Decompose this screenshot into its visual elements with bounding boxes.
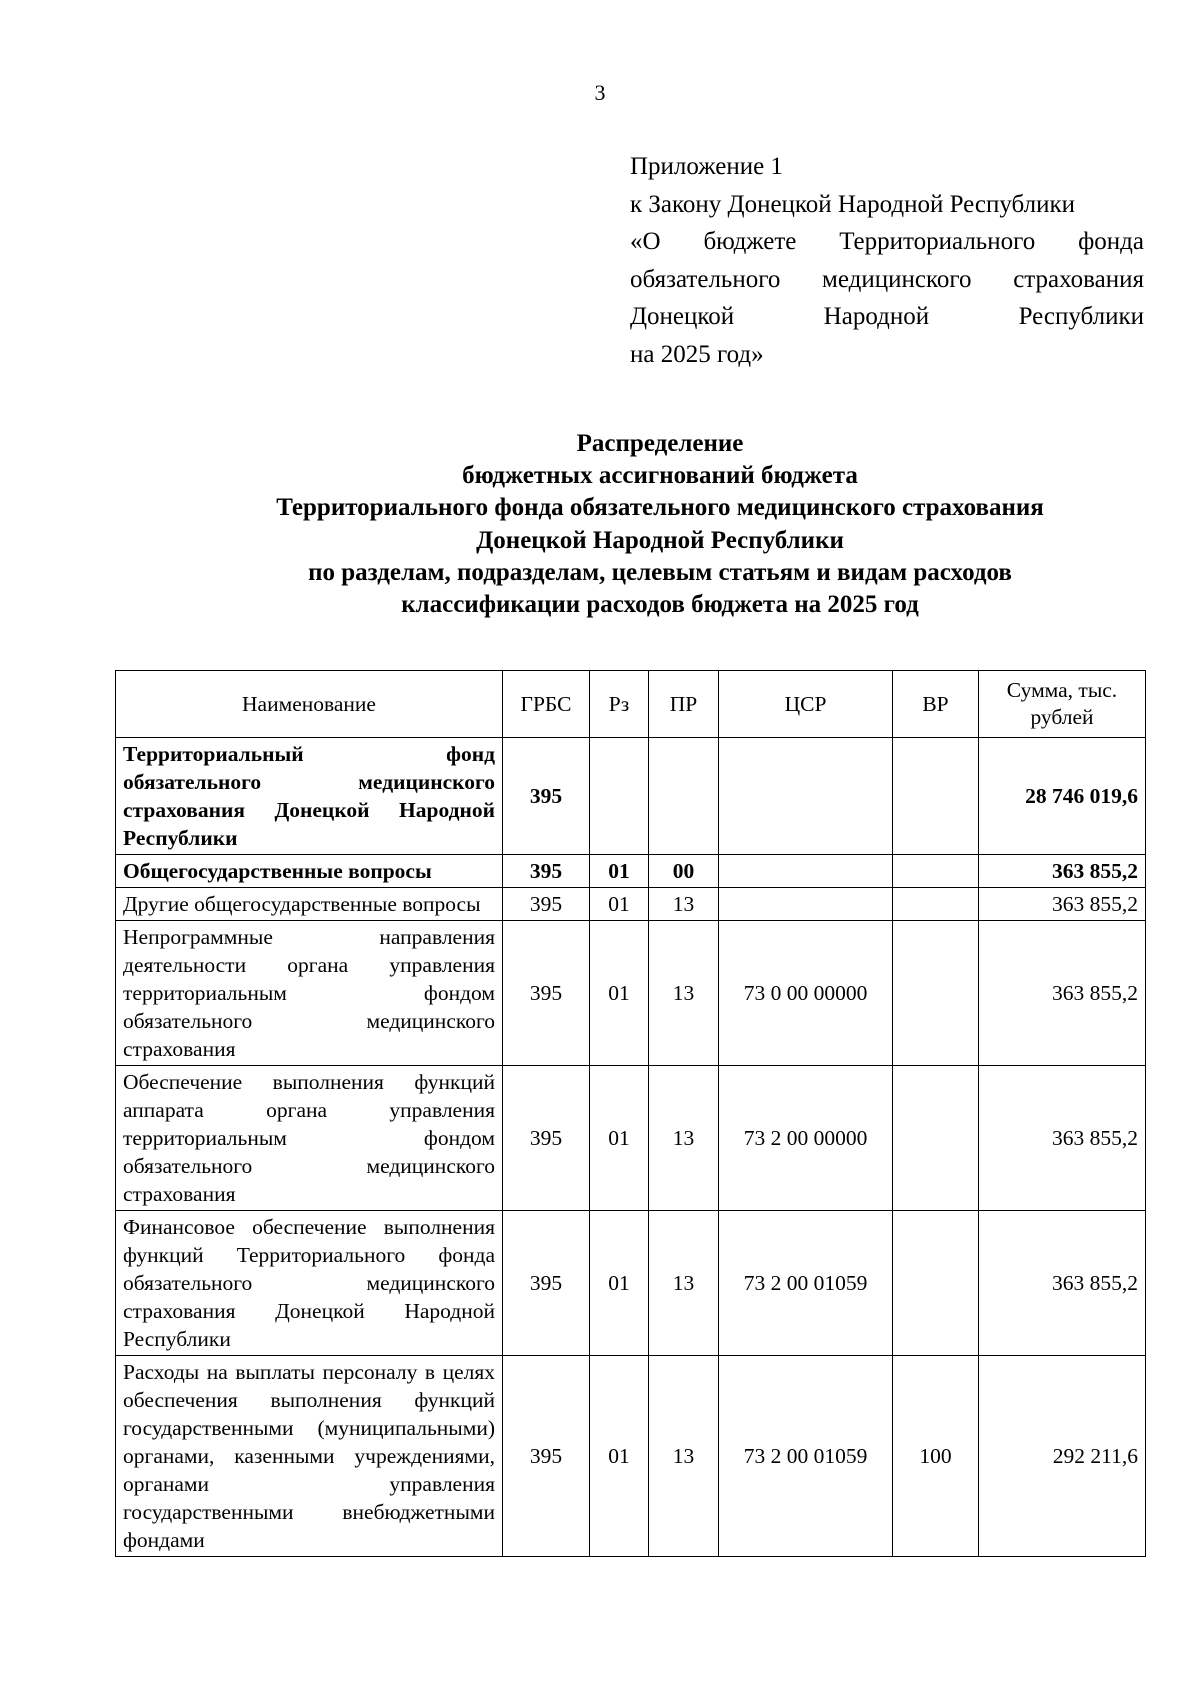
title-line: Территориального фонда обязательного медицинского страхования [276, 494, 1044, 522]
title-line: по разделам, подразделам, целевым статьям и видам расходов [308, 558, 1012, 586]
budget-table [115, 670, 1146, 1557]
cell-grbs: 395 [503, 855, 590, 888]
cell-vr [893, 738, 979, 855]
cell-rz: 01 [590, 888, 649, 921]
cell-grbs: 395 [503, 888, 590, 921]
cell-rz: 01 [590, 1066, 649, 1211]
appendix-line: Донецкой Народной Республики [630, 303, 1144, 330]
cell-vr [893, 1211, 979, 1356]
table-row [116, 855, 1146, 888]
cell-pr: 13 [649, 1211, 719, 1356]
header-rz: Рз [590, 671, 649, 738]
cell-sum: 363 855,2 [979, 888, 1146, 921]
table-row [116, 1066, 1146, 1211]
appendix-line: к Закону Донецкой Народной Республики [630, 190, 1076, 218]
appendix-line: на 2025 год» [630, 340, 764, 368]
cell-name: Общегосударственные вопросы [116, 855, 503, 888]
cell-rz: 01 [590, 855, 649, 888]
table-row [116, 888, 1146, 921]
cell-sum: 28 746 019,6 [979, 738, 1146, 855]
cell-pr: 00 [649, 855, 719, 888]
cell-rz: 01 [590, 921, 649, 1066]
cell-pr: 13 [649, 888, 719, 921]
cell-sum: 292 211,6 [979, 1356, 1146, 1557]
cell-vr [893, 921, 979, 1066]
cell-name: Непрограммные направления деятельности органа управления территориальным фондом обязательного медицинского страхования [116, 921, 503, 1066]
title-line: Донецкой Народной Республики [476, 526, 844, 554]
cell-sum: 363 855,2 [979, 921, 1146, 1066]
table-row [116, 921, 1146, 1066]
header-sum: Сумма, тыс. рублей [979, 671, 1146, 738]
document-title [0, 428, 1200, 621]
header-csr: ЦСР [719, 671, 893, 738]
header-pr: ПР [649, 671, 719, 738]
cell-vr [893, 888, 979, 921]
cell-name: Территориальный фонд обязательного медицинского страхования Донецкой Народной Республики [116, 738, 503, 855]
cell-rz: 01 [590, 1211, 649, 1356]
cell-name: Расходы на выплаты персоналу в целях обеспечения выполнения функций государственными (муниципальными) органами, казенными учреждениями, органами управления государственными внебюджетными фондами [116, 1356, 503, 1557]
cell-csr: 73 2 00 01059 [719, 1356, 893, 1557]
cell-grbs: 395 [503, 1356, 590, 1557]
title-line: классификации расходов бюджета на 2025 год [401, 591, 919, 619]
cell-vr [893, 855, 979, 888]
title-line: Распределение [576, 430, 744, 457]
cell-csr [719, 855, 893, 888]
cell-grbs: 395 [503, 1066, 590, 1211]
cell-rz [590, 738, 649, 855]
table-row [116, 1356, 1146, 1557]
title-line: бюджетных ассигнований бюджета [462, 462, 858, 490]
table-row [116, 738, 1146, 855]
page-number: 3 [594, 80, 606, 105]
cell-csr [719, 888, 893, 921]
cell-name: Финансовое обеспечение выполнения функций Территориального фонда обязательного медицинского страхования Донецкой Народной Республики [116, 1211, 503, 1356]
cell-sum: 363 855,2 [979, 1066, 1146, 1211]
cell-grbs: 395 [503, 1211, 590, 1356]
cell-name: Другие общегосударственные вопросы [116, 888, 503, 921]
cell-vr: 100 [893, 1356, 979, 1557]
appendix-line: Приложение 1 [630, 153, 783, 180]
cell-vr [893, 1066, 979, 1211]
appendix-line: «О бюджете Территориального фонда [630, 228, 1144, 255]
cell-pr: 13 [649, 921, 719, 1066]
cell-csr: 73 0 00 00000 [719, 921, 893, 1066]
appendix-block [630, 148, 1144, 373]
cell-pr: 13 [649, 1356, 719, 1557]
cell-name: Обеспечение выполнения функций аппарата органа управления территориальным фондом обязательного медицинского страхования [116, 1066, 503, 1211]
appendix-line: обязательного медицинского страхования [630, 265, 1144, 293]
header-name: Наименование [116, 671, 503, 738]
cell-csr: 73 2 00 01059 [719, 1211, 893, 1356]
header-vr: ВР [893, 671, 979, 738]
header-grbs: ГРБС [503, 671, 590, 738]
table-header-row [116, 671, 1146, 738]
cell-rz: 01 [590, 1356, 649, 1557]
cell-pr: 13 [649, 1066, 719, 1211]
cell-sum: 363 855,2 [979, 855, 1146, 888]
cell-sum: 363 855,2 [979, 1211, 1146, 1356]
table-row [116, 1211, 1146, 1356]
cell-grbs: 395 [503, 921, 590, 1066]
cell-csr: 73 2 00 00000 [719, 1066, 893, 1211]
cell-pr [649, 738, 719, 855]
cell-csr [719, 738, 893, 855]
cell-grbs: 395 [503, 738, 590, 855]
